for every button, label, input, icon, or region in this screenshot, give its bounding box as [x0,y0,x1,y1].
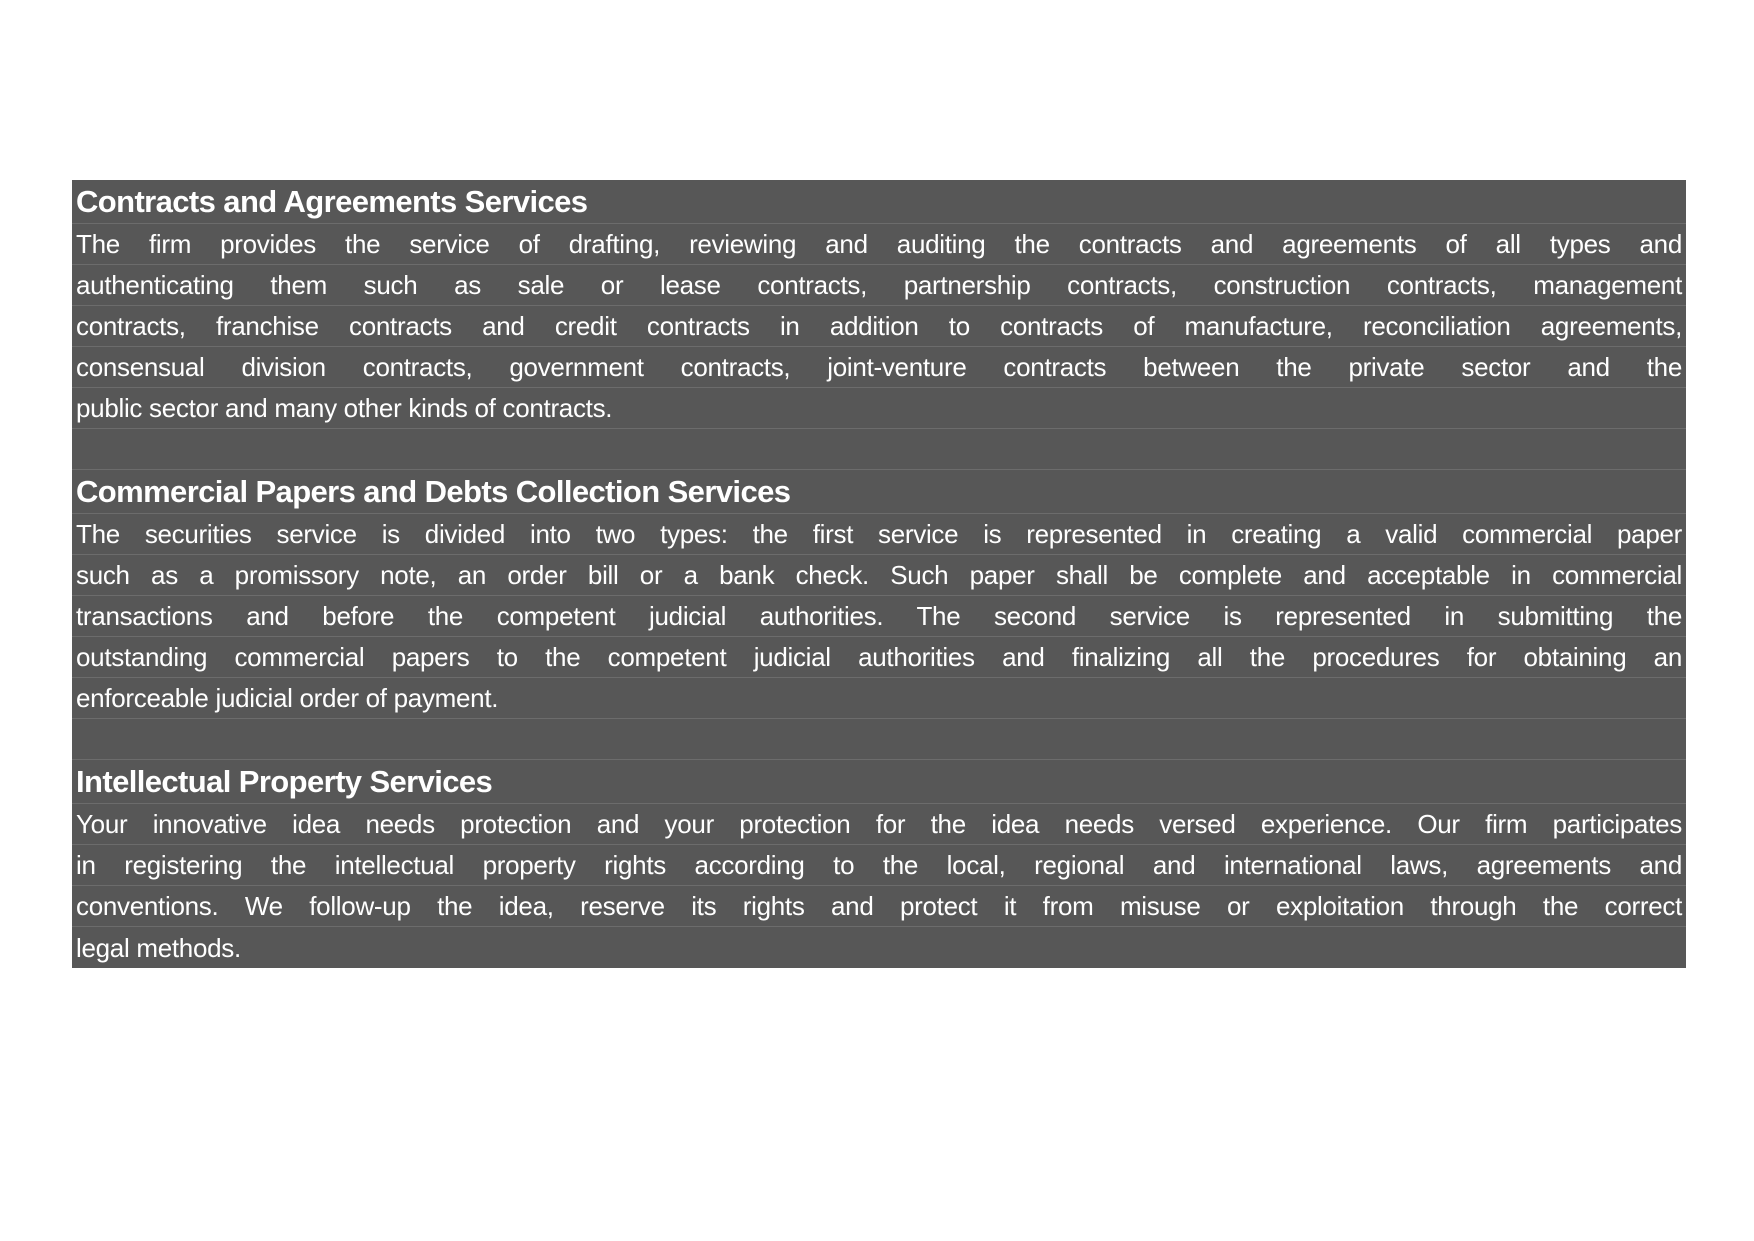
paragraph-line: legal methods. [76,932,241,963]
paragraph-line: conventions. We follow-up the idea, reserve its rights and protect it from misuse or exploitation through the correct [76,891,1682,921]
paragraph-line: The firm provides the service of drafting, reviewing and auditing the contracts and agreements of all types and [76,229,1682,259]
section-title-intellectual-property: Intellectual Property Services [76,763,493,799]
section-heading-row [72,760,1686,804]
text-row [72,927,1686,968]
section-title-contracts: Contracts and Agreements Services [76,183,588,219]
text-row [72,886,1686,927]
paragraph-line: transactions and before the competent judicial authorities. The second service is represented in submitting the [76,601,1682,631]
text-row [72,637,1686,678]
paragraph-line: in registering the intellectual property rights according to the local, regional and international laws, agreements and [76,850,1682,880]
paragraph-line: The securities service is divided into two types: the first service is represented in creating a valid commercial paper [76,519,1682,549]
paragraph-line: contracts, franchise contracts and credit contracts in addition to contracts of manufacture, reconciliation agreements, [76,311,1682,341]
text-row [72,514,1686,555]
services-sheet [72,180,1686,968]
paragraph-line: consensual division contracts, government contracts, joint-venture contracts between the private sector and the [76,352,1682,382]
text-row [72,224,1686,265]
paragraph-line: enforceable judicial order of payment. [76,683,499,713]
text-row [72,306,1686,347]
section-heading-row [72,180,1686,224]
text-row [72,265,1686,306]
text-row [72,678,1686,719]
text-row [72,804,1686,845]
paragraph-line: authenticating them such as sale or lease contracts, partnership contracts, construction contracts, management [76,270,1682,300]
paragraph-line: Your innovative idea needs protection and your protection for the idea needs versed experience. Our firm participates [76,809,1682,839]
paragraph-line: outstanding commercial papers to the competent judicial authorities and finalizing all the procedures for obtaining an [76,642,1682,672]
paragraph-line: such as a promissory note, an order bill or a bank check. Such paper shall be complete and acceptable in commercial [76,560,1682,590]
text-row [72,388,1686,429]
text-row [72,845,1686,886]
text-row [72,596,1686,637]
text-row [72,347,1686,388]
spacer-row [72,719,1686,760]
section-title-commercial-papers: Commercial Papers and Debts Collection Services [76,473,791,509]
paragraph-line: public sector and many other kinds of contracts. [76,393,613,423]
spacer-row [72,429,1686,470]
text-row [72,555,1686,596]
section-heading-row [72,470,1686,514]
